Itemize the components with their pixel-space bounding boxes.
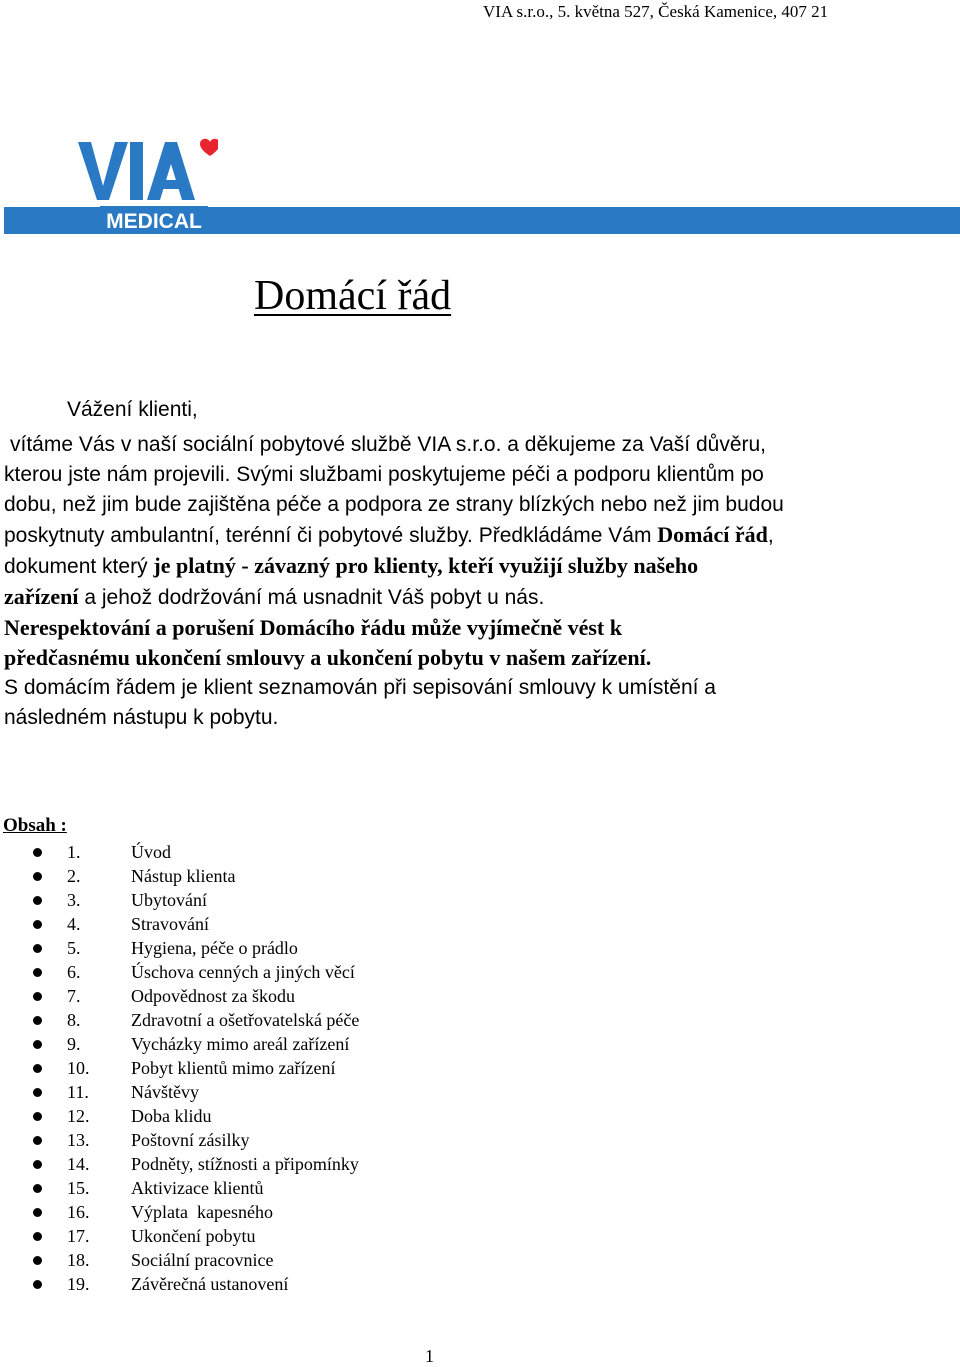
bullet-icon xyxy=(33,1016,42,1025)
bullet-icon xyxy=(33,944,42,953)
bullet-icon xyxy=(33,1160,42,1169)
intro-line-bold: předčasnému ukončení smlouvy a ukončení pobytu v našem zařízení. xyxy=(4,645,652,670)
bullet-icon xyxy=(33,1136,42,1145)
header-address: VIA s.r.o., 5. května 527, Česká Kamenice, 407 21 xyxy=(483,2,829,21)
bullet-icon xyxy=(33,1256,42,1265)
bullet-icon xyxy=(33,1232,42,1241)
bullet-icon xyxy=(33,1280,42,1289)
intro-line: vítáme Vás v naší sociální pobytové službě VIA s.r.o. a děkujeme za Vaší důvěru, xyxy=(10,433,767,456)
document-title: Domácí řád xyxy=(254,273,452,319)
intro-line: S domácím řádem je klient seznamován při sepisování smlouvy k umístění a xyxy=(4,676,716,699)
greeting: Vážení klienti, xyxy=(67,398,198,421)
bullet-icon xyxy=(33,896,42,905)
intro-paragraph xyxy=(4,430,864,733)
bullet-icon xyxy=(33,920,42,929)
bullet-icon xyxy=(33,1064,42,1073)
bullet-icon xyxy=(33,968,42,977)
bullet-icon xyxy=(33,1208,42,1217)
bullet-icon xyxy=(33,1112,42,1121)
intro-line: kterou jste nám projevili. Svými službami poskytujeme péči a podporu klientům po xyxy=(4,463,764,486)
bullet-icon xyxy=(33,1088,42,1097)
intro-line: poskytnuty ambulantní, terénní či pobytové služby. Předkládáme Vám Domácí řád, xyxy=(4,522,774,547)
intro-line-bold: Nerespektování a porušení Domácího řádu může vyjímečně vést k xyxy=(4,615,622,640)
bullet-icon xyxy=(33,992,42,1001)
via-medical-logo xyxy=(78,136,218,236)
bullet-icon xyxy=(33,872,42,881)
intro-line: následném nástupu k pobytu. xyxy=(4,706,279,729)
bullet-icon xyxy=(33,1040,42,1049)
toc-title: Obsah : xyxy=(3,815,67,836)
bullet-icon xyxy=(33,848,42,857)
logo-medical-text: MEDICAL xyxy=(106,210,202,233)
intro-line: dobu, než jim bude zajištěna péče a podpora ze strany blízkých nebo než jim budou xyxy=(4,493,784,516)
bullet-icon xyxy=(33,1184,42,1193)
page-number: 1 xyxy=(425,1346,434,1366)
intro-line: zařízení a jehož dodržování má usnadnit Váš pobyt u nás. xyxy=(4,584,545,609)
intro-line: dokument který je platný - závazný pro klienty, kteří využijí služby našeho xyxy=(4,553,699,578)
heart-icon xyxy=(200,139,218,156)
